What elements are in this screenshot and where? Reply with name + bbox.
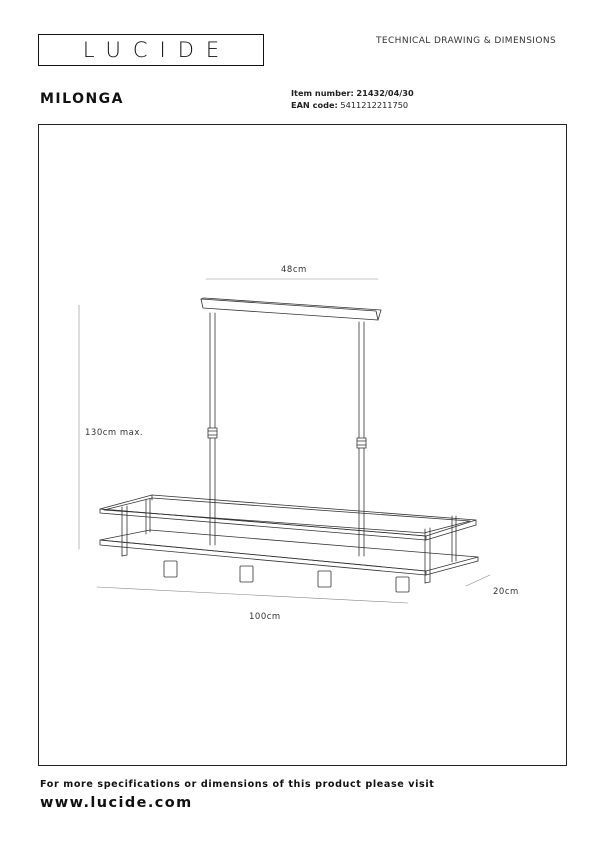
item-number-value: 21432/04/30 <box>356 88 414 98</box>
suspension-rod-left <box>208 313 217 545</box>
product-name: MILONGA <box>40 91 125 107</box>
upper-frame <box>100 495 476 540</box>
length-label: 100cm <box>249 612 281 622</box>
brand-logo-text: LUCIDE <box>82 38 232 62</box>
spotlight-4 <box>396 577 409 592</box>
canopy <box>201 298 381 320</box>
spotlight-3 <box>318 571 331 587</box>
depth-label: 20cm <box>493 587 519 597</box>
ean-code-label: EAN code: <box>291 100 338 110</box>
spotlight-1 <box>164 561 177 577</box>
lower-tray <box>100 530 478 575</box>
suspension-rod-right <box>357 322 366 556</box>
height-max-label: 130cm max. <box>85 428 144 438</box>
website-link[interactable]: www.lucide.com <box>40 795 193 811</box>
item-number-label: Item number: <box>291 88 354 98</box>
ean-code-value: 5411212211750 <box>340 100 409 110</box>
canopy-width-label: 48cm <box>281 265 307 275</box>
footer-note: For more specifications or dimensions of this product please visit <box>40 779 435 790</box>
length-dimension-line <box>97 587 408 603</box>
depth-dimension-line <box>466 575 490 586</box>
spotlight-2 <box>240 566 253 582</box>
document-type: TECHNICAL DRAWING & DIMENSIONS <box>376 36 557 46</box>
